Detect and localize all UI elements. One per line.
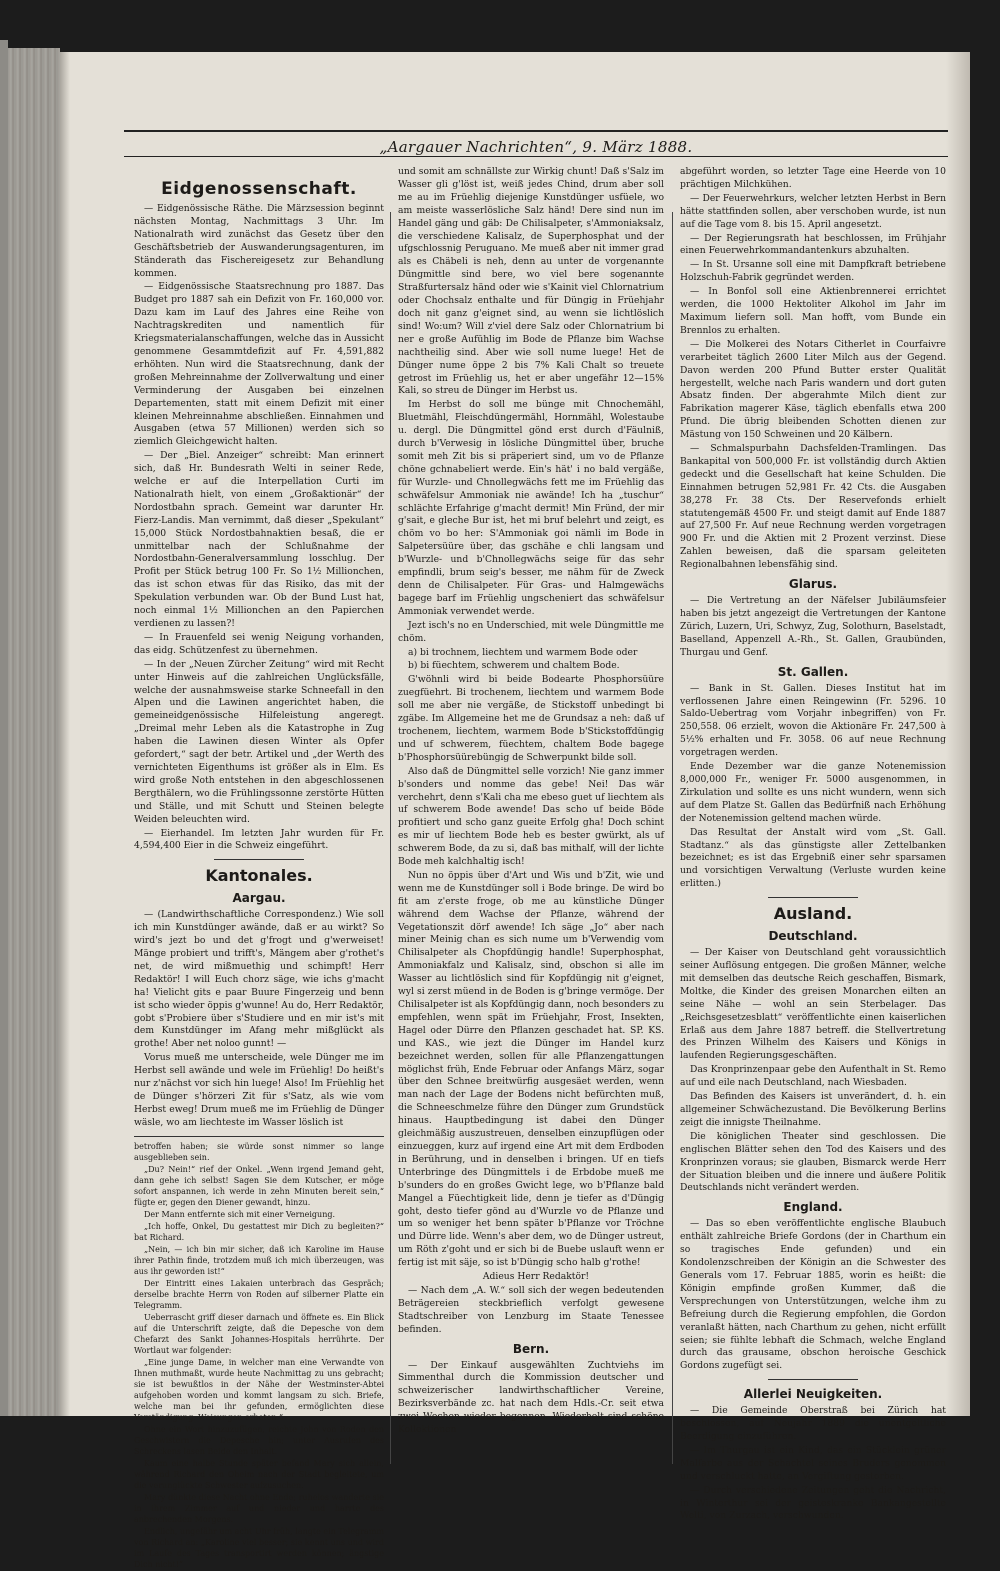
article-paragraph: — Eierhandel. Im letzten Jahr wurden für Fr. 4,594,400 Eier in die Schweiz eingeführt.: [134, 827, 384, 852]
page-right-shadow: [946, 52, 970, 1416]
feuilleton-paragraph: Ueberrascht griff dieser darnach und öffnete es. Ein Blick auf die Unterschrift zeigte, daß die Depesche von dem Chefarzt des Sankt Johannes-Hospitals herrührte. Der Wortlaut war folgender:: [134, 1312, 384, 1355]
heading-ausland: Ausland.: [773, 904, 853, 924]
article-paragraph: — Durch verschiedene Zeitungen geht die Nachricht, in Winterthur sei der geisteskranke Bankangestellte Welti, von Zurzach, verschwunden.: [680, 1484, 946, 1522]
article-paragraph: Die königlichen Theater sind geschlossen. Die englischen Blätter sehen den Tod des Kaisers und des Kronprinzen voraus; sie glauben, Bismarck werde Herr der Situation bleiben und die innere und äußere Politik Deutschlands nicht verändert werden.: [680, 1130, 946, 1194]
masthead-rule-top: [124, 130, 948, 132]
feuilleton-paragraph: Mary dünkte diese Nacht ohne Ende; ruhelos wanderte sie in ihrem Zimmer auf und nieder und harrte des anbrechenden Morgens.: [134, 1492, 384, 1524]
article-paragraph: — Eidgenössische Staatsrechnung pro 1887. Das Budget pro 1887 sah ein Defizit von Fr. 160,000 vor. Dazu kam im Lauf des Jahres eine Reihe von Nachtragskrediten und namentlich für Kriegsmaterialanschaffungen, welche das in Aussicht genommene Gesammtdefizit auf Fr. 4,591,882 erhöhten. Nun wird die Staatsrechnung, dank der großen Mehreinnahme der Zollverwaltung und einer Verminderung der Ausgaben bei einzelnen Departementen, statt mit einem Defizit mit einer kleinen Mehreinnahme abschließen. Einnahmen und Ausgaben (etwa 57 Millionen) werden sich so ziemlich Gleichgewicht halten.: [134, 281, 384, 448]
masthead-rule-bottom: [124, 156, 948, 157]
article-paragraph: — Nach dem „A. W.“ soll sich der wegen bedeutenden Beträgereien steckbrieflich verfolgt gewesene Stadtschreiber von Lenzburg im Staate Tenessee befinden.: [398, 1284, 664, 1335]
newspaper-page: [60, 52, 970, 1569]
feuilleton-paragraph: Der Mann entfernte sich mit einer Verneigung.: [144, 1209, 336, 1219]
column-divider-1: [390, 212, 391, 1464]
heading-deutschland: Deutschland.: [768, 929, 858, 944]
section-divider: [768, 897, 858, 898]
article-paragraph: — Der Einkauf ausgewählten Zuchtviehs im Simmenthal durch die Kommission deutscher und schweizerischer landwirthschaftlicher Vereine, Bezirksverbände zc. hat nach dem Hdls.-Cr. seit etwa zwei Wochen wieder begonnen. Wiederholt sind schöne Kollektionen: [398, 1359, 664, 1436]
article-paragraph: Das Befinden des Kaisers ist unverändert, d. h. ein allgemeiner Schwächezustand. Die Bevölkerung Berlins zeigt die innigste Theilnahme.: [680, 1091, 946, 1128]
article-paragraph: Jezt isch's no en Underschied, mit wele Düngmittle me chöm.: [398, 619, 664, 644]
scan-left-strip: [0, 40, 8, 1416]
feuilleton-divider: [134, 1136, 384, 1137]
article-paragraph: Nun no öppis über d'Art und Wis und b'Zit, wie und wenn me de Kunstdünger soll i Bode bringe. De wird bo fit am z'erste froge, ob me au künstliche Dünger während dem Wachse der Pflanze, während der Vegetationszit dörf awende! Ich säge „Jo“ aber nach miner Meinig chan es sich nume um b'Verwendig vom Chilisalpeter als Chopfdüngig handle! Superphosphat, Ammoniakfalz und Kalisalz, sind, obschon si alle im Wasser au lichtlöslich sind für Kopfdüngig nit g'eignet, wyl si zerst müend in de Boden is g'bringe vermöge. Der Chilisalpeter ist als Kopfdüngig dann, noch besonders zu empfehlen, wenn spät im Früehjahr, Frost, Insekten, Hagel oder Dürre den Pflanzen geschadet hat. SP. KS. und KAS., wie jezt die Dünger im Handel kurz bezeichnet werden, sollen für alle Pflanzengattungen möglichst früh, Ende Februar oder Anfangs März, sogar über den Schnee breitwürfig ausgesäet werden, wenn man nach der Lage der Bodens nicht befürchten muß, die Schneeschmelze führe den Dünger zum Grundstück hinaus. Hauptbedingung ist dabei den Dünger gleichmäßig auszustreuen, denselben einzupflügen oder einzueggen, kurz auf irgend eine Art mit dem Erdboden in Berührung, und in denselben i bringen. Uf en tiefs Unterbringe des Düngmittels i de Erbdobe mueß me b'sunders do en großes Gwicht lege, wo b'Pflanze bald Mangel a Füechtigkeit lide, denn je tiefer as d'Düngig goht, desto tiefer gönd au d'Wurzle vo de Pflanze und um so weniger het benn später b'Pflanze vor Tröchne und Dürre lide. Wenn's aber dem, wo de Dünger ustreut, um Röth z'goht und er sich bi de Buebe uslauft wenn er fertig ist mit säje, so ist b'Düngig scho halb g'rothe!: [398, 869, 664, 1269]
feuilleton-paragraph: „Nein, — ich bin mir sicher, daß ich Karoline im Hause ihrer Pathin finde, trotzdem muß ich mich überzeugen, was aus ihr geworden ist!“: [134, 1244, 384, 1276]
feuilleton-paragraph: „Du? Nein!“ rief der Onkel. „Wenn irgend Jemand geht, dann gehe ich selbst! Sagen Sie dem Kutscher, er möge sofort anspannen, ich werde in zehn Minuten bereit sein,“ fügte er, gegen den Diener gewandt, hinzu.: [134, 1164, 384, 1207]
feuilleton-paragraph: Ohne ein Wort hinzuzufügen, reichte John von Roden den Geschwistern die Depesche hin; unter Ausrufen des Schreckens lasen Beide den Inhalt.: [134, 1424, 384, 1456]
article-paragraph: Also daß de Düngmittel selle vorzich! Nie ganz immer b'sonders und nomme das gebe! Nei! Das wär verchehrt, denn s'Kali cha me ebeso guet uf liechtem als uf schwerem Bode awende! Das scho uf beide Böde profitiert und scho ganz gueite Erfolg gha! Doch schint es mir uf liechtem Bode heb es bester gwürkt, als uf schwerem Bode, da zu si, daß bas mithalf, will der lichte Bode meh kalchhaltig isch!: [398, 765, 664, 868]
article-paragraph: G'wöhnli wird bi beide Bodearte Phosphorsüüre zuegfüehrt. Bi trochenem, liechtem und warmem Bode soll me aber nie vergäße, de Stickstoff unbedingt bi zgäbe. Im Allgemeine het me de Grundsaz a neh: daß uf trochenem, liechtem, warmem Bode b'Stickstoffdüngig und uf schwerem, füechtem, chaltem Bode bagege b'Phosphorsüürebüngig de Schwerpunkt bilde soll.: [398, 674, 664, 763]
heading-aargau: Aargau.: [232, 891, 286, 906]
heading-glarus: Glarus.: [788, 577, 838, 592]
article-paragraph: — In Bonfol soll eine Aktienbrennerei errichtet werden, die 1000 Hektoliter Alkohol im Jahr im Maximum liefern soll. Man hofft, vom Bunde ein Brennlos zu erhalten.: [680, 286, 946, 336]
article-paragraph: — In der „Neuen Zürcher Zeitung“ wird mit Recht unter Hinweis auf die zahlreichen Unglücksfälle, welche der ausnahmsweise starke Schneefall in den Alpen und die Lawinen angerichtet haben, die gemeineidgenössische Hilfeleistung angeregt. „Dreimal mehr Leben als die Katastrophe in Zug haben die Lawinen diesen Winter als Opfer gefordert,“ sagt der betr. Artikel und „der Werth des vernichteten Eigenthums ist größer als in Elm. Es wird große Noth entstehen in den abgeschlossenen Bergthälern, wo die Frühlingssonne zerstörte Hütten und Ställe, und mit Schutt und Steinen belegte Weiden beleuchten wird.: [134, 658, 384, 825]
column-divider-2: [672, 212, 673, 1464]
heading-eidgenossenschaft: Eidgenossenschaft.: [161, 179, 357, 199]
page-gutter-shadow: [60, 52, 70, 1416]
column-3: [680, 166, 946, 1524]
column-1: [134, 174, 384, 1571]
article-paragraph: Vorus mueß me unterscheide, wele Dünger me im Herbst sell awände und wele im Früehlig! Do heißt's nur z'nächst vor sich hin luege! Also! Im Früehlig het de Dünger s'hörzeri Zit für s'Satz, als wie vom Herbst eweg! Drum mueß me im Früehlig de Dünger wäsle, wo am liechteste im Wasser löslich ist: [134, 1052, 384, 1128]
article-paragraph: Das Resultat der Anstalt wird vom „St. Gall. Stadtanz.“ als das günstigste aller Zettelbanken bezeichnet; es ist das Ergebniß einer sehr sparsamen und vorsichtigen Verwaltung (Verluste wurden keine erlitten.): [680, 826, 946, 890]
article-paragraph: und somit am schnällste zur Wirkig chunt! Daß s'Salz im Wasser gli g'löst ist, weiß jedes Chind, drum aber soll me au im Früehlig diejenige Kunstdünger usfüele, wo am meiste wasserlösliche Salz händ! Dere sind nun im Handel gäng und gäb: De Chilisalpeter, s'Ammoniaksalz, die verschiedene Kalisalz, de Superphosphat und der ufgschlossnig Peruguano. Me mueß aber nit immer grad als es Chäbeli is neh, denn au unter de vorgenannte Düngmittle sind bere, wo viel bere sogenannte Straßfurtersalz händ oder wie s'Kainit viel Chlornatrium oder Chochsalz enthalte und für Düngig in Früehjahr doch nit ganz g'eignet sind, au wenn sie lichtlöslich sind! Wo:um? Will z'viel dere Salz oder Chlornatrium bi ner e große Aufühlig im Bode de Pflanze bim Wachse nachtheilig sind. Aber wie soll nume luege! Het de Dünger nume öppe 2 bis 7% Kali Chalt so treuete getrost im Früehlig us, het er aber ungefähr 12—15% Kali, so streu de Dünger im Herbst us.: [398, 166, 664, 397]
article-paragraph: — (Landwirthschaftliche Correspondenz.) Wie soll ich min Kunstdünger awände, daß er au wirkt? So wird's jezt bo und det g'frogt und g'werweiset! Mänge probiert und trifft's, Mängem aber g'rothet's net, de wird mißmuethig und schimpft! Herr Redaktör! I will Euch chorz säge, wie ichs g'macht ha! Vielicht gits e paar Buure Fingerzeig und benn ist scho wieder öppis g'wunne! Au do, Herr Redaktör, gobt s'Probiere über s'Studiere und en mir ist's mit dem Kunstdünger im Afang mehr mißglückt als grothe! Aber net noloo gunnt! —: [134, 909, 384, 1050]
article-paragraph: — Im Thurgau ist ein Kind, das ein Stücklein grüner Malfarbe aus der Schachtel seines Bruders genommen und verschluckt hatte, an Vergiftung gestorben.: [680, 1444, 946, 1482]
article-paragraph: — In St. Ursanne soll eine mit Dampfkraft betriebene Holzschuh-Fabrik gegründet werden.: [680, 259, 946, 284]
article-paragraph: Im Herbst do soll me bünge mit Chnochemähl, Bluetmähl, Fleischdüngermähl, Hornmähl, Wolestaube u. dergl. Die Düngmittel gönd erst durch d'Fäulniß, durch b'Verwesig in lösliche Düngmittel über, bruche somit meh Zit bis si präperiert sind, um vo de Pflanze chöne gchnabeliert werde. Ein's hät' i no bald vergäße, für Wurzle- und Chnollegwächs fett me im Früehlig das schwäfelsur Ammoniak nie awände! Ich ha „tuschur“ schlächte Erfahrige g'macht dermit! Min Fründ, der mir g'sait, e gleche Bur ist, het mi bruf belehrt und zeigt, es chöm vo bo her: S'Ammoniak goi nämli im Bode in Salpetersüüre über, das gschähe e chli langsam und b'Wurzle- und b'Chnollegwächs seige für das sehr empfindli, brum seig's besser, me nähm für de Zweck denn de Chilisalpeter. Für Gras- und Halmgewächs bagege barf im Früehlig ungscheniert das schwäfelsur Ammoniak verwendet werde.: [398, 399, 664, 617]
section-divider: [214, 859, 304, 860]
feuilleton-paragraph: betroffen haben; sie würde sonst nimmer so lange ausgeblieben sein.: [134, 1141, 384, 1162]
feuilleton-paragraph: „Eine junge Dame, in welcher man eine Verwandte von Ihnen muthmaßt, wurde heute Nachmittag zu uns gebracht; sie ist bewußtlos in der Nähe der Westminster-Abtei aufgehoben worden und kommt langsam zu sich. Briefe, welche man bei ihr gefunden, ermöglichten diese Verständigung. Weisungen erbeten.“: [134, 1357, 384, 1422]
article-paragraph: — Die Molkerei des Notars Citherlet in Courfaivre verarbeitet täglich 2600 Liter Milch aus der Gegend. Davon werden 200 Pfund Butter erster Qualität hergestellt, welche nach Paris wandern und dort guten Absatz finden. Der abgerahmte Milch dient zur Fabrikation magerer Käse, täglich ebenfalls etwa 200 Pfund. Die übrig bleibenden Schotten dienen zur Mästung von 150 Schweinen und 20 Kälbern.: [680, 338, 946, 441]
heading-kantonales: Kantonales.: [205, 866, 313, 886]
article-paragraph: Das Kronprinzenpaar gebe den Aufenthalt in St. Remo auf und eile nach Deutschland, nach Wiesbaden.: [680, 1064, 946, 1089]
masthead: „Aargauer Nachrichten“, 9. März 1888.: [379, 138, 693, 156]
heading-st-gallen: St. Gallen.: [777, 664, 849, 679]
article-paragraph: — Der Feuerwehrkurs, welcher letzten Herbst in Bern hätte stattfinden sollen, aber verschoben wurde, ist nun auf die Tage vom 8. bis 15. April angesetzt.: [680, 192, 946, 230]
section-divider: [768, 1379, 858, 1380]
bound-volume-edge: [8, 48, 60, 1416]
article-paragraph: abgeführt worden, so letzter Tage eine Heerde von 10 prächtigen Milchkühen.: [680, 166, 946, 190]
article-paragraph: — Der Kaiser von Deutschland geht voraussichtlich seiner Auflösung entgegen. Die großen Männer, welche mit demselben das deutsche Reich geschaffen, Bismark, Moltke, die Kinder des greisen Monarchen eilten an seine Nähe — wohl an sein Sterbelager. Das „Reichsgesetzesblatt“ veröffentlichte einen kaiserlichen Erlaß aus dem Jahre 1887 betreff. die Stellvertretung des Prinzen Wilhelm des Kaisers und Königs in laufenden Regierungsgeschäften.: [680, 947, 946, 1062]
article-paragraph: — Bank in St. Gallen. Dieses Institut hat im verflossenen Jahre einen Reingewinn (Fr. 5296. 10 Saldo-Uebertrag vom Vorjahr inbegriffen) von Fr. 250,558. 06 erzielt, wovon die Aktionäre Fr. 247,500 à 5½% erhalten und Fr. 3058. 06 auf neue Rechnung vorgetragen werden.: [680, 682, 946, 759]
article-paragraph: — Die Gemeinde Oberstraß bei Zürich hat beschlossen, auf Neujahr 1889 die unentgeltliche Beerdigung einzuführen.: [680, 1405, 946, 1443]
feuilleton-paragraph: Kaum eine halbe Stunde später befand Mary sich allein, während Richard den Oheim nach der Stadt begleitete, um die verunglückte Schwester aufzusuchen.: [134, 1458, 384, 1490]
heading-allerlei-neuigkeiten: Allerlei Neuigkeiten.: [743, 1387, 883, 1402]
article-paragraph: — Eidgenössische Räthe. Die Märzsession beginnt nächsten Montag, Nachmittags 3 Uhr. Im Nationalrath wird zunächst das Gesetz über den Geschäftsbetrieb der Auswanderungsagenturen, im Ständerath das Fischereigesetz zur Behandlung kommen.: [134, 203, 384, 279]
article-list-item: b) bi füechtem, schwerem und chaltem Bode.: [408, 660, 620, 672]
article-paragraph: — Der „Biel. Anzeiger“ schreibt: Man erinnert sich, daß Hr. Bundesrath Welti in seiner Rede, welche er auf die Interpellation Curti im Nationalrath hielt, von einem „Großaktionär“ der Nordostbahn sprach. Gemeint war darunter Hr. Fierz-Landis. Man vernimmt, daß dieser „Spekulant“ 15,000 Stück Nordostbahnaktien besaß, die er unmittelbar nach der Schlußnahme der Nordostbahn-Generalversammlung losschlug. Der Profit per Stück betrug 100 Fr. So 1½ Millionchen, das ist schon etwas für das Risiko, das mit der Spekulation verbunden war. Ob der Bund Lust hat, noch einmal 1½ Millionchen an den Papierchen verdienen zu lassen?!: [134, 450, 384, 629]
article-paragraph: — In Frauenfeld sei wenig Neigung vorhanden, das eidg. Schützenfest zu übernehmen.: [134, 631, 384, 656]
heading-england: England.: [783, 1200, 843, 1215]
feuilleton-paragraph: Der Eintritt eines Lakaien unterbrach das Gespräch; derselbe brachte Herrn von Roden auf silberner Platte ein Telegramm.: [134, 1278, 384, 1310]
column-2: [398, 166, 664, 1438]
article-list-item: a) bi trochnem, liechtem und warmem Bode oder: [408, 646, 638, 658]
article-signoff: Adieus Herr Redaktör!: [482, 1271, 590, 1283]
article-paragraph: — Schmalspurbahn Dachsfelden-Tramlingen. Das Bankapital von 500,000 Fr. ist vollständig durch Aktien gedeckt und die Gesellschaft hat keine Schulden. Die Einnahmen betrugen 52,981 Fr. 42 Cts. die Ausgaben 38,278 Fr. 38 Cts. Der Reservefonds erhielt statutengemäß 4500 Fr. und steigt damit auf Ende 1887 auf 27,500 Fr. Auf neue Rechnung werden vorgetragen 900 Fr. und die Aktien mit 2 Prozent verzinst. Diese Zahlen beweisen, daß die sparsam geleiteten Regionalbahnen lebensfähig sind.: [680, 443, 946, 571]
feuilleton: [134, 1141, 384, 1570]
heading-bern: Bern.: [512, 1341, 550, 1356]
article-paragraph: — Der Regierungsrath hat beschlossen, im Frühjahr einen Feuerwehrkommandantenkurs abzuhalten.: [680, 232, 946, 257]
article-paragraph: — Das so eben veröffentlichte englische Blaubuch enthält zahlreiche Briefe Gordons (der in Charthum ein so tragisches Ende gefunden) und ein Kondolenzschreiben der Königin an die Schwester des Generals vom 17. Februar 1885, worin es heißt: die Königin empfinde großen Kummer, daß die Versprechungen von Unterstützungen, welche ihm zu Befreiung durch die Regierung empfohlen, die Gordon veranlaßt hätten, nach Charthum zu gehen, nicht erfüllt seien; sie fühlte lebhaft die Schmach, welche England durch das grausame, obschon heroische Geschick Gordons zugefügt sei.: [680, 1218, 946, 1372]
article-paragraph: Ende Dezember war die ganze Notenemission 8,000,000 Fr., weniger Fr. 5000 ausgenommen, in Zirkulation und sollte es uns nicht wundern, wenn sich auf dem Platze St. Gallen das Bedürfniß nach Erhöhung der Notenemission geltend machen würde.: [680, 761, 946, 824]
feuilleton-paragraph: Endlich, ungefähr um acht Uhr früh, langte ein Telegramm von Richard an: „Karoline viel besser; sie kennt uns und wird im Laufe des Tages transportirt werden können; ängstige Dich nicht!“: [134, 1526, 384, 1569]
article-paragraph: — Die Vertretung an der Näfelser Jubiläumsfeier haben bis jetzt angezeigt die Vertretungen der Kantone Zürich, Luzern, Uri, Schwyz, Zug, Solothurn, Baselstadt, Baselland, Appenzell A.-Rh., St. Gallen, Graubünden, Thurgau und Genf.: [680, 595, 946, 658]
feuilleton-paragraph: „Ich hoffe, Onkel, Du gestattest mir Dich zu begleiten?“ bat Richard.: [134, 1221, 384, 1242]
